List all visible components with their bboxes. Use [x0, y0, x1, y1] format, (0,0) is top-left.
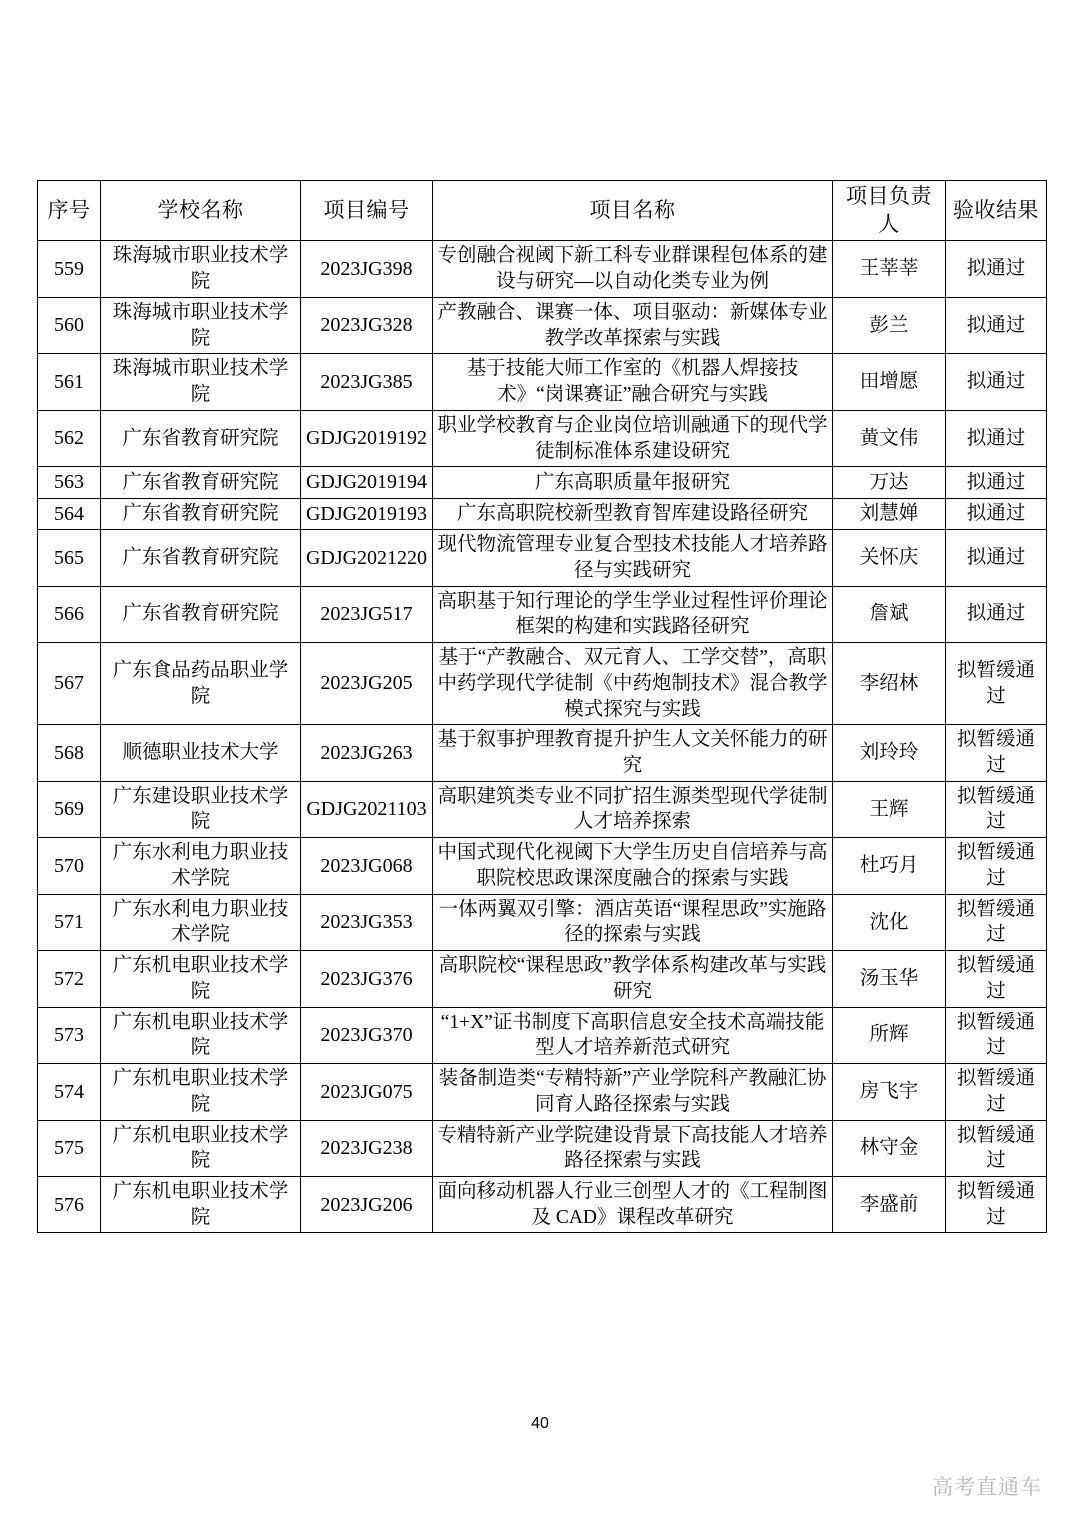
- table-row: [38, 297, 1047, 353]
- cell-code: 2023JG328: [301, 297, 433, 353]
- table-row: [38, 354, 1047, 410]
- table-row: [38, 781, 1047, 837]
- cell-school: 广东水利电力职业技术学院: [101, 838, 301, 894]
- cell-code: 2023JG370: [301, 1007, 433, 1063]
- cell-seq: 563: [38, 467, 101, 498]
- cell-seq: 565: [38, 530, 101, 586]
- cell-result: 拟暂缓通过: [946, 951, 1047, 1007]
- cell-result: 拟通过: [946, 297, 1047, 353]
- cell-school: 广东机电职业技术学院: [101, 1120, 301, 1176]
- cell-title: 广东高职质量年报研究: [433, 467, 833, 498]
- cell-school: 广东机电职业技术学院: [101, 1064, 301, 1120]
- cell-title: 基于技能大师工作室的《机器人焊接技术》“岗课赛证”融合研究与实践: [433, 354, 833, 410]
- cell-leader: 刘玲玲: [833, 725, 946, 781]
- cell-title: 一体两翼双引擎：酒店英语“课程思政”实施路径的探索与实践: [433, 894, 833, 950]
- cell-seq: 561: [38, 354, 101, 410]
- cell-school: 顺德职业技术大学: [101, 725, 301, 781]
- cell-leader: 李绍林: [833, 643, 946, 725]
- cell-code: GDJG2019192: [301, 410, 433, 466]
- cell-code: GDJG2019194: [301, 467, 433, 498]
- cell-code: 2023JG238: [301, 1120, 433, 1176]
- cell-seq: 568: [38, 725, 101, 781]
- cell-title: “1+X”证书制度下高职信息安全技术高端技能型人才培养新范式研究: [433, 1007, 833, 1063]
- cell-code: 2023JG376: [301, 951, 433, 1007]
- project-acceptance-table-wrapper: [37, 180, 1046, 1233]
- column-header-title: 项目名称: [433, 181, 833, 241]
- cell-title: 职业学校教育与企业岗位培训融通下的现代学徒制标准体系建设研究: [433, 410, 833, 466]
- cell-school: 珠海城市职业技术学院: [101, 297, 301, 353]
- cell-title: 现代物流管理专业复合型技术技能人才培养路径与实践研究: [433, 530, 833, 586]
- cell-code: 2023JG385: [301, 354, 433, 410]
- cell-title: 基于“产教融合、双元育人、工学交替”，高职中药学现代学徒制《中药炮制技术》混合教学模式探究与实践: [433, 643, 833, 725]
- cell-school: 珠海城市职业技术学院: [101, 241, 301, 297]
- cell-seq: 572: [38, 951, 101, 1007]
- cell-seq: 567: [38, 643, 101, 725]
- table-header-row: [38, 181, 1047, 241]
- project-acceptance-table: [37, 180, 1047, 1233]
- table-row: [38, 586, 1047, 642]
- table-row: [38, 643, 1047, 725]
- table-row: [38, 838, 1047, 894]
- cell-school: 广东机电职业技术学院: [101, 1176, 301, 1232]
- cell-title: 产教融合、课赛一体、项目驱动：新媒体专业教学改革探索与实践: [433, 297, 833, 353]
- cell-result: 拟暂缓通过: [946, 838, 1047, 894]
- cell-school: 广东建设职业技术学院: [101, 781, 301, 837]
- table-header: [38, 181, 1047, 241]
- cell-result: 拟暂缓通过: [946, 1007, 1047, 1063]
- table-row: [38, 894, 1047, 950]
- cell-school: 广东省教育研究院: [101, 467, 301, 498]
- cell-seq: 571: [38, 894, 101, 950]
- cell-result: 拟通过: [946, 410, 1047, 466]
- cell-code: GDJG2019193: [301, 498, 433, 529]
- table-row: [38, 467, 1047, 498]
- cell-result: 拟暂缓通过: [946, 725, 1047, 781]
- cell-result: 拟通过: [946, 241, 1047, 297]
- cell-leader: 李盛前: [833, 1176, 946, 1232]
- cell-result: 拟暂缓通过: [946, 1176, 1047, 1232]
- cell-leader: 沈化: [833, 894, 946, 950]
- cell-result: 拟通过: [946, 530, 1047, 586]
- cell-title: 中国式现代化视阈下大学生历史自信培养与高职院校思政课深度融合的探索与实践: [433, 838, 833, 894]
- cell-seq: 576: [38, 1176, 101, 1232]
- cell-seq: 569: [38, 781, 101, 837]
- cell-seq: 575: [38, 1120, 101, 1176]
- watermark: 高考直通车: [932, 1476, 1042, 1499]
- column-header-result: 验收结果: [946, 181, 1047, 241]
- cell-seq: 573: [38, 1007, 101, 1063]
- cell-result: 拟通过: [946, 586, 1047, 642]
- table-row: [38, 1064, 1047, 1120]
- cell-result: 拟通过: [946, 354, 1047, 410]
- table-row: [38, 1007, 1047, 1063]
- cell-seq: 574: [38, 1064, 101, 1120]
- cell-leader: 刘慧婵: [833, 498, 946, 529]
- cell-leader: 杜巧月: [833, 838, 946, 894]
- cell-leader: 王辉: [833, 781, 946, 837]
- cell-title: 广东高职院校新型教育智库建设路径研究: [433, 498, 833, 529]
- cell-school: 广东机电职业技术学院: [101, 951, 301, 1007]
- cell-school: 广东省教育研究院: [101, 498, 301, 529]
- cell-code: 2023JG398: [301, 241, 433, 297]
- cell-code: 2023JG205: [301, 643, 433, 725]
- column-header-seq: 序号: [38, 181, 101, 241]
- cell-school: 广东机电职业技术学院: [101, 1007, 301, 1063]
- cell-result: 拟通过: [946, 467, 1047, 498]
- cell-code: 2023JG263: [301, 725, 433, 781]
- cell-result: 拟暂缓通过: [946, 1120, 1047, 1176]
- table-row: [38, 1120, 1047, 1176]
- cell-code: 2023JG068: [301, 838, 433, 894]
- table-row: [38, 498, 1047, 529]
- cell-leader: 林守金: [833, 1120, 946, 1176]
- cell-leader: 王莘莘: [833, 241, 946, 297]
- cell-title: 高职建筑类专业不同扩招生源类型现代学徒制人才培养探索: [433, 781, 833, 837]
- cell-leader: 田增愿: [833, 354, 946, 410]
- cell-title: 专精特新产业学院建设背景下高技能人才培养路径探索与实践: [433, 1120, 833, 1176]
- cell-result: 拟暂缓通过: [946, 781, 1047, 837]
- cell-school: 珠海城市职业技术学院: [101, 354, 301, 410]
- cell-title: 高职基于知行理论的学生学业过程性评价理论框架的构建和实践路径研究: [433, 586, 833, 642]
- table-row: [38, 410, 1047, 466]
- page-number: 40: [531, 1415, 549, 1432]
- column-header-leader: 项目负责人: [833, 181, 946, 241]
- cell-seq: 560: [38, 297, 101, 353]
- cell-title: 高职院校“课程思政”教学体系构建改革与实践研究: [433, 951, 833, 1007]
- cell-result: 拟暂缓通过: [946, 1064, 1047, 1120]
- cell-title: 基于叙事护理教育提升护生人文关怀能力的研究: [433, 725, 833, 781]
- cell-seq: 559: [38, 241, 101, 297]
- cell-title: 面向移动机器人行业三创型人才的《工程制图及 CAD》课程改革研究: [433, 1176, 833, 1232]
- cell-code: GDJG2021220: [301, 530, 433, 586]
- cell-leader: 房飞宇: [833, 1064, 946, 1120]
- cell-school: 广东省教育研究院: [101, 530, 301, 586]
- table-row: [38, 951, 1047, 1007]
- column-header-code: 项目编号: [301, 181, 433, 241]
- cell-result: 拟通过: [946, 498, 1047, 529]
- cell-leader: 詹斌: [833, 586, 946, 642]
- cell-result: 拟暂缓通过: [946, 643, 1047, 725]
- table-row: [38, 725, 1047, 781]
- cell-code: 2023JG517: [301, 586, 433, 642]
- cell-code: 2023JG353: [301, 894, 433, 950]
- cell-school: 广东省教育研究院: [101, 586, 301, 642]
- cell-seq: 564: [38, 498, 101, 529]
- cell-leader: 万达: [833, 467, 946, 498]
- table-row: [38, 241, 1047, 297]
- cell-code: GDJG2021103: [301, 781, 433, 837]
- cell-leader: 所辉: [833, 1007, 946, 1063]
- cell-school: 广东水利电力职业技术学院: [101, 894, 301, 950]
- cell-leader: 彭兰: [833, 297, 946, 353]
- cell-leader: 黄文伟: [833, 410, 946, 466]
- cell-title: 装备制造类“专精特新”产业学院科产教融汇协同育人路径探索与实践: [433, 1064, 833, 1120]
- cell-school: 广东食品药品职业学院: [101, 643, 301, 725]
- column-header-school: 学校名称: [101, 181, 301, 241]
- cell-school: 广东省教育研究院: [101, 410, 301, 466]
- cell-seq: 570: [38, 838, 101, 894]
- table-row: [38, 530, 1047, 586]
- cell-seq: 562: [38, 410, 101, 466]
- cell-code: 2023JG206: [301, 1176, 433, 1232]
- table-row: [38, 1176, 1047, 1232]
- cell-result: 拟暂缓通过: [946, 894, 1047, 950]
- cell-seq: 566: [38, 586, 101, 642]
- table-body: [38, 241, 1047, 1233]
- cell-title: 专创融合视阈下新工科专业群课程包体系的建设与研究—以自动化类专业为例: [433, 241, 833, 297]
- cell-code: 2023JG075: [301, 1064, 433, 1120]
- cell-leader: 汤玉华: [833, 951, 946, 1007]
- cell-leader: 关怀庆: [833, 530, 946, 586]
